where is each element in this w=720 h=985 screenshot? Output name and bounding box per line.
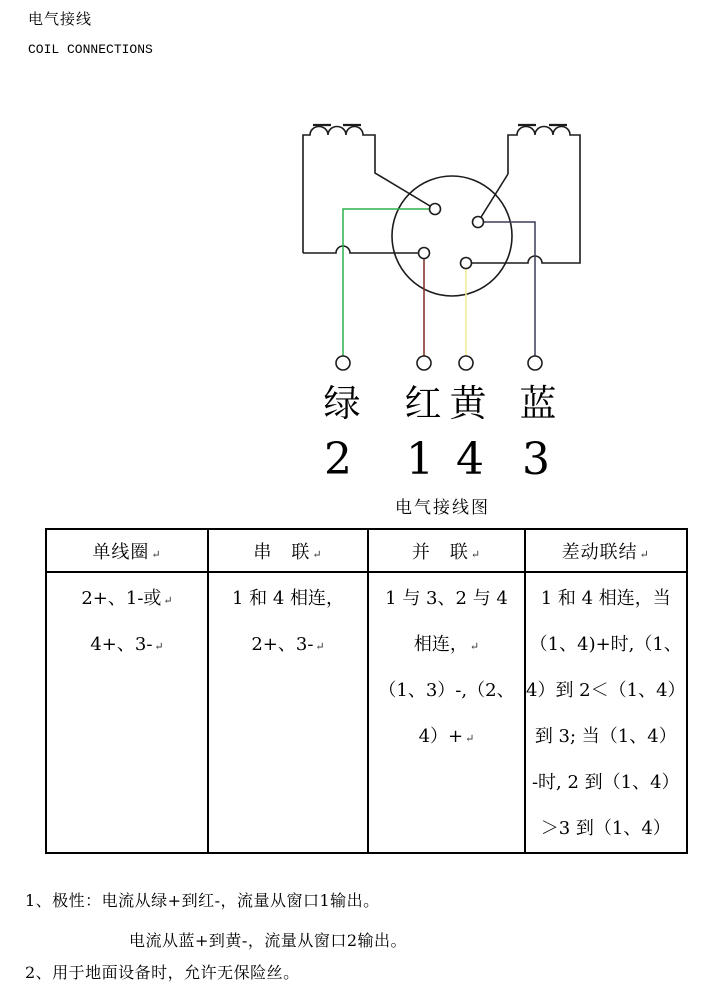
table-header-parallel <box>368 529 525 572</box>
cell-text: 2+、3- <box>251 634 314 655</box>
table-body <box>46 572 687 853</box>
pin-number-green: 2 <box>324 434 352 485</box>
terminal-yellow <box>459 356 473 370</box>
cell-line <box>369 576 524 622</box>
cell-line <box>369 622 524 668</box>
table-cell-single-coil <box>46 572 208 853</box>
pin-number-blue: 3 <box>522 434 550 485</box>
return-mark-icon: ↵ <box>639 547 650 561</box>
cell-text: 4）+ <box>418 726 464 747</box>
return-mark-icon: ↵ <box>315 640 325 653</box>
return-mark-icon: ↵ <box>465 732 475 745</box>
cell-text: 到 3; 当（1、4） <box>534 726 677 747</box>
cell-text: （1、3）-,（2、 <box>378 680 515 701</box>
cell-text: 1 和 4 相连， <box>231 588 345 609</box>
table-cell-series <box>208 572 368 853</box>
cell-text: 4）到 2＜（1、4） <box>526 680 686 701</box>
cell-line <box>47 622 207 668</box>
return-mark-icon: ↵ <box>154 640 164 653</box>
return-mark-icon: ↵ <box>151 547 162 561</box>
page-title: 电气接线 <box>28 10 93 28</box>
table-header-series <box>208 529 368 572</box>
blue-wire <box>478 222 535 363</box>
cell-text: 2+、1-或 <box>81 588 162 609</box>
cell-text: -时, 2 到（1、4） <box>531 772 680 793</box>
cell-text: （1、4)+时,（1、 <box>529 634 682 655</box>
table-header-row <box>46 529 687 572</box>
cell-line <box>526 576 686 622</box>
connector-pin-3-blue <box>473 217 484 228</box>
return-mark-icon: ↵ <box>470 547 482 561</box>
note-polarity-line2: 电流从蓝+到黄-，流量从窗口2输出。 <box>129 931 407 950</box>
connection-table <box>45 528 688 854</box>
header-label: 单线圈 <box>92 541 150 563</box>
page-subtitle: COIL CONNECTIONS <box>28 42 153 57</box>
return-mark-icon: ↵ <box>163 594 173 607</box>
pin-number-red: 1 <box>406 434 434 485</box>
header-label: 串 联 <box>253 541 311 563</box>
cell-line <box>47 576 207 622</box>
table-cell-differential <box>525 572 687 853</box>
cell-line <box>526 668 686 714</box>
note-polarity-line1: 1、极性：电流从绿+到红-，流量从窗口1输出。 <box>25 891 380 910</box>
terminal-blue <box>528 356 542 370</box>
cell-line <box>369 668 524 714</box>
return-mark-icon: ↵ <box>469 640 480 653</box>
wire-label-green: 绿 <box>323 382 361 425</box>
cell-line <box>526 622 686 668</box>
figure-caption: 电气接线图 <box>395 498 490 518</box>
left-coil <box>303 127 435 254</box>
cell-line <box>526 760 686 806</box>
cell-line <box>369 714 524 760</box>
note-fuse: 2、用于地面设备时，允许无保险丝。 <box>25 963 300 982</box>
table-cell-parallel <box>368 572 525 853</box>
cell-line <box>526 806 686 852</box>
table-header-single-coil <box>46 529 208 572</box>
terminal-green <box>336 356 350 370</box>
header-label: 并 联 <box>411 541 469 563</box>
pin-number-yellow: 4 <box>456 434 484 485</box>
cell-text: ＞3 到（1、4） <box>540 818 671 839</box>
connector-pin-1-red <box>419 248 430 259</box>
wire-label-yellow: 黄 <box>449 382 487 425</box>
cell-line <box>209 576 367 622</box>
cell-text: 1 与 3、2 与 4 <box>385 588 508 609</box>
cell-line <box>526 714 686 760</box>
wire-label-blue: 蓝 <box>519 382 557 425</box>
cell-line <box>209 622 367 668</box>
right-coil <box>466 127 580 264</box>
cell-text: 相连， <box>413 634 468 655</box>
connector-pin-4-yellow <box>461 258 472 269</box>
terminal-red <box>417 356 431 370</box>
cell-text: 1 和 4 相连，当 <box>540 588 671 609</box>
green-wire <box>343 209 435 363</box>
header-label: 差动联结 <box>561 541 638 563</box>
table-header-differential <box>525 529 687 572</box>
connector-pin-2-green <box>430 204 441 215</box>
cell-text: 4+、3- <box>90 634 153 655</box>
return-mark-icon: ↵ <box>312 547 323 561</box>
wire-label-red: 红 <box>404 382 442 425</box>
